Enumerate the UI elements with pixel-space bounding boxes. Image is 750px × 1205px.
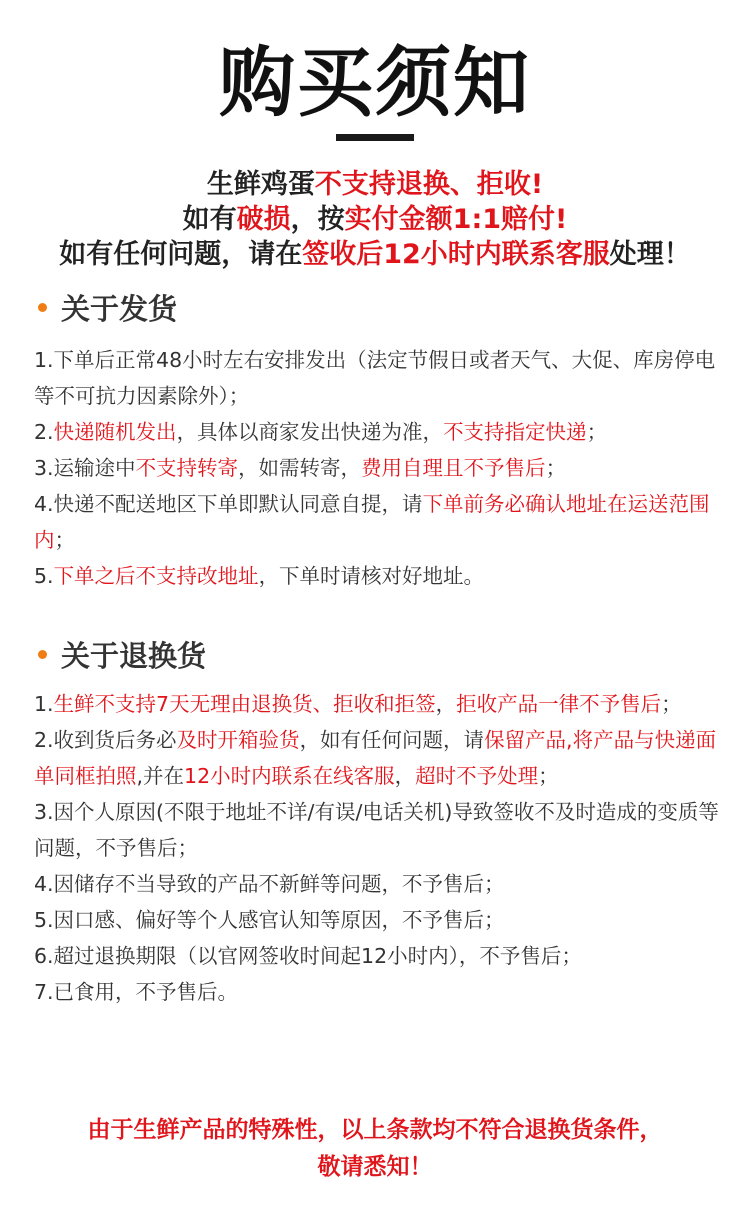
rule-item (34, 938, 724, 974)
plain-text: 5.因口感、偏好等个人感官认知等原因，不予售后； (34, 908, 505, 932)
shipping-section-title: 关于发货 (61, 291, 178, 326)
plain-text: ； (538, 764, 559, 788)
rule-item (34, 722, 724, 794)
highlight-text: 生鲜不支持7天无理由退换货、拒收和拒签 (53, 692, 436, 716)
bullet-dot-icon (38, 650, 47, 659)
page-title: 购买须知 (219, 38, 531, 127)
highlight-text: 不支持退换、拒收! (314, 169, 544, 200)
plain-text: 生鲜鸡蛋 (206, 169, 315, 200)
plain-text: ； (54, 528, 75, 552)
plain-text: ,并在 (136, 764, 185, 788)
highlight-text: 下单前务必确认地址在运送范围内 (34, 492, 710, 552)
rule-item (34, 974, 724, 1010)
plain-text: ，如需转寄， (238, 456, 362, 480)
plain-text: 2.收到货后务必 (34, 728, 177, 752)
plain-text: 4.因储存不当导致的产品不新鲜等问题，不予售后； (34, 872, 505, 896)
shipping-section-heading (38, 287, 177, 327)
intro-line-1 (0, 167, 750, 203)
highlight-text: 快递随机发出 (53, 420, 177, 444)
closing-note-line-1: 由于生鲜产品的特殊性，以上条款均不符合退换货条件， (87, 1117, 663, 1143)
highlight-text: 保留产品,将产品与快递面单同框拍照 (34, 728, 717, 788)
highlight-text: 破损 (236, 204, 291, 235)
plain-text: 处理！ (609, 239, 691, 270)
returns-rules (34, 686, 724, 1010)
highlight-text: 拒收产品一律不予售后 (456, 692, 662, 716)
shipping-rules (34, 342, 724, 594)
rule-item (34, 414, 724, 450)
plain-text: ， (394, 764, 416, 788)
plain-text: ，如有任何问题，请 (299, 728, 485, 752)
plain-text: ，按 (290, 204, 345, 235)
highlight-text: 签收后12小时内联系客服 (302, 239, 610, 270)
plain-text: 如有任何问题，请在 (59, 239, 303, 270)
intro-line-3 (0, 237, 750, 273)
plain-text: 6.超过退换期限（以官网签收时间起12小时内），不予售后； (34, 944, 582, 968)
rule-item (34, 450, 724, 486)
highlight-text: 及时开箱验货 (176, 728, 300, 752)
highlight-text: 不支持转寄 (135, 456, 239, 480)
rule-item (34, 686, 724, 722)
highlight-text: 费用自理且不予售后 (361, 456, 546, 480)
plain-text: 3.运输途中 (34, 456, 136, 480)
plain-text: 如有 (182, 204, 237, 235)
plain-text: 2. (34, 420, 54, 444)
plain-text: ； (545, 456, 567, 480)
rule-item (34, 342, 724, 414)
returns-section-title: 关于退换货 (61, 638, 207, 673)
highlight-text: 实付金额1:1赔付! (344, 204, 568, 235)
highlight-text: 下单之后不支持改地址 (53, 564, 259, 588)
rule-item (34, 794, 724, 866)
bullet-dot-icon (38, 303, 47, 312)
returns-section-heading (38, 634, 206, 674)
plain-text: ， (435, 692, 457, 716)
title-underline (336, 134, 414, 141)
rule-item (34, 558, 724, 594)
plain-text: ，下单时请核对好地址。 (258, 564, 485, 588)
plain-text: ； (586, 420, 608, 444)
closing-note-line-2: 敬请悉知！ (317, 1154, 433, 1180)
plain-text: 4.快递不配送地区下单即默认同意自提，请 (34, 492, 423, 516)
highlight-text: 不支持指定快递 (443, 420, 587, 444)
highlight-text: 12小时内联系在线客服 (184, 764, 395, 788)
plain-text: 5. (34, 564, 54, 588)
rule-item (34, 866, 724, 902)
rule-item (34, 902, 724, 938)
intro-line-2 (0, 202, 750, 238)
plain-text: 3.因个人原因(不限于地址不详/有误/电话关机)导致签收不及时造成的变质等问题，不予售后； (34, 800, 719, 860)
plain-text: ； (661, 692, 682, 716)
plain-text: 1. (34, 692, 54, 716)
plain-text: 7.已食用，不予售后。 (34, 980, 239, 1004)
plain-text: ，具体以商家发出快递为准， (176, 420, 444, 444)
highlight-text: 超时不予处理 (415, 764, 539, 788)
plain-text: 1.下单后正常48小时左右安排发出（法定节假日或者天气、大促、库房停电等不可抗力因素除外）； (34, 348, 716, 408)
rule-item (34, 486, 724, 558)
